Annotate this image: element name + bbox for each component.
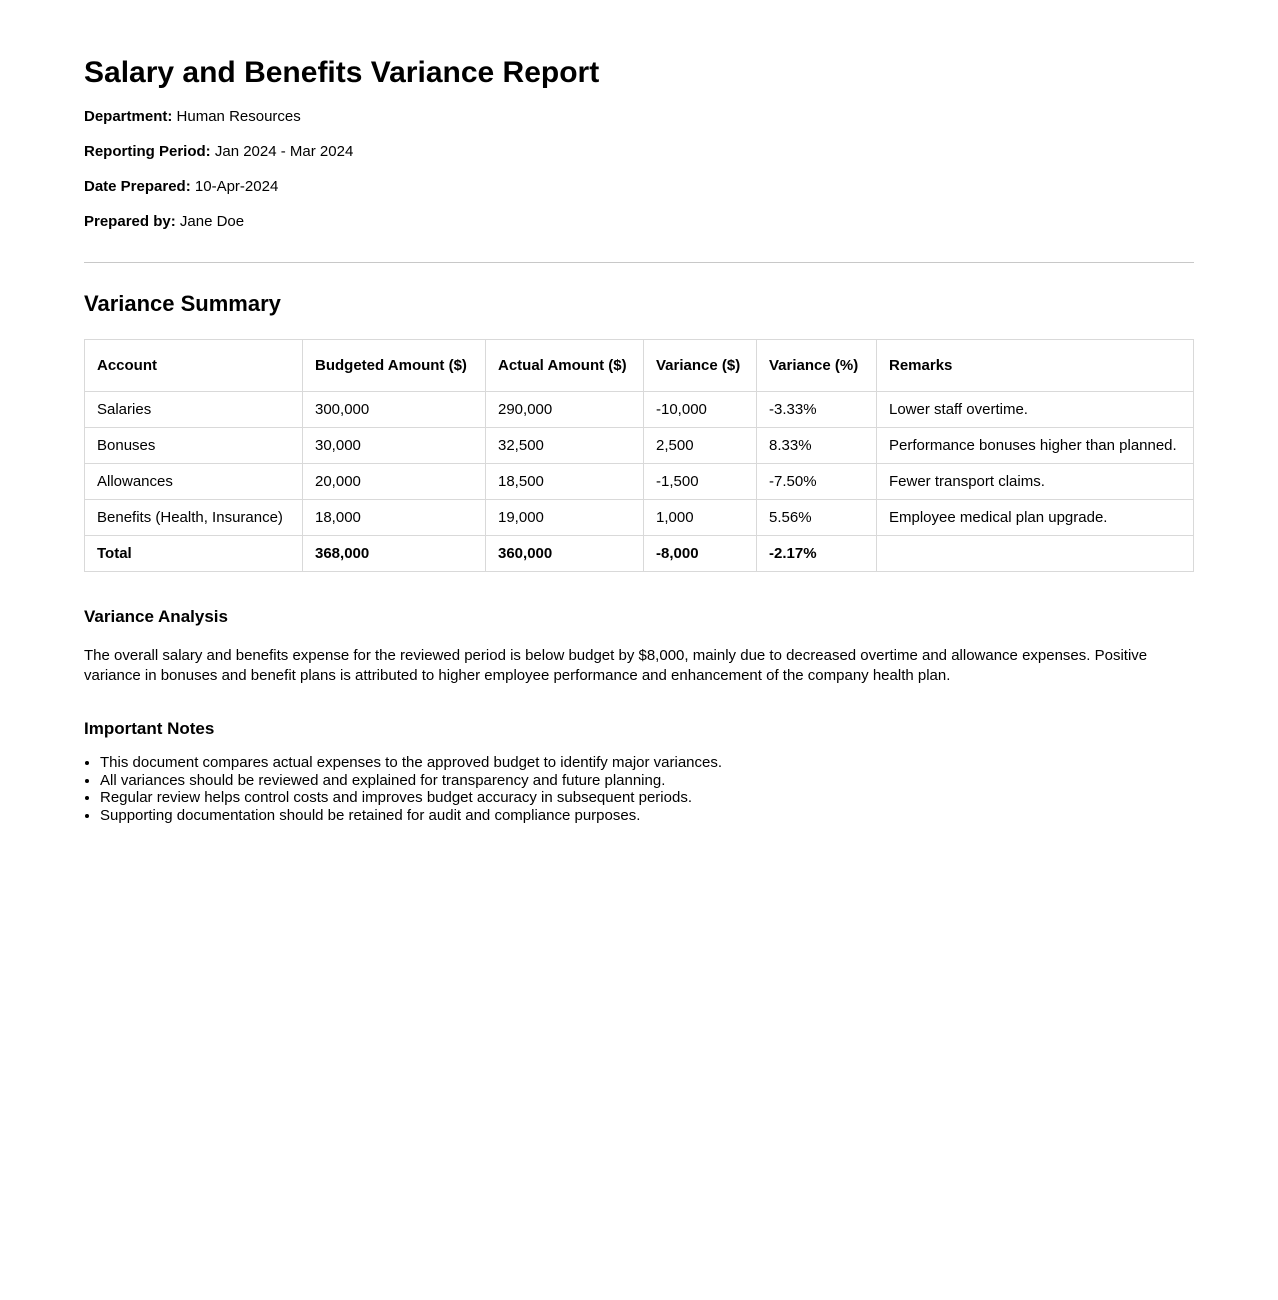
table-cell: 20,000 xyxy=(303,463,486,499)
meta-prepared-by xyxy=(84,212,1194,231)
table-cell: Bonuses xyxy=(85,427,303,463)
table-row-salaries xyxy=(85,391,1194,427)
table-cell: 18,500 xyxy=(486,463,644,499)
table-row-allowances xyxy=(85,463,1194,499)
important-notes-heading: Important Notes xyxy=(84,719,215,739)
note-item: • Regular review helps control costs and improves budget accuracy in subsequent periods. xyxy=(100,789,1194,807)
variance-analysis-heading: Variance Analysis xyxy=(84,606,228,626)
meta-department xyxy=(84,107,1194,126)
table-row-bonuses xyxy=(85,427,1194,463)
header-cell-variance-pct: Variance (%) xyxy=(757,339,877,391)
meta-date-prepared-value: 10-Apr-2024 xyxy=(194,177,279,195)
table-cell: Performance bonuses higher than planned. xyxy=(877,427,1194,463)
important-notes-list xyxy=(84,754,1194,824)
table-cell: 290,000 xyxy=(486,391,644,427)
meta-date-prepared xyxy=(84,177,1194,196)
table-cell: Benefits (Health, Insurance) xyxy=(85,499,303,535)
table-cell: -8,000 xyxy=(644,535,757,571)
table-cell: Employee medical plan upgrade. xyxy=(877,499,1194,535)
table-cell: 8.33% xyxy=(757,427,877,463)
table-cell: 360,000 xyxy=(486,535,644,571)
meta-reporting-period xyxy=(84,142,1194,161)
table-cell: Fewer transport claims. xyxy=(877,463,1194,499)
meta-date-prepared-label: Date Prepared: xyxy=(84,177,191,195)
table-cell: -10,000 xyxy=(644,391,757,427)
header-cell-variance-dollar: Variance ($) xyxy=(644,339,757,391)
table-cell: 19,000 xyxy=(486,499,644,535)
variance-summary-heading: Variance Summary xyxy=(84,290,281,316)
table-cell: 18,000 xyxy=(303,499,486,535)
meta-reporting-period-value: Jan 2024 - Mar 2024 xyxy=(214,142,354,160)
table-cell: 32,500 xyxy=(486,427,644,463)
table-cell: Allowances xyxy=(85,463,303,499)
table-cell: -2.17% xyxy=(757,535,877,571)
note-item: • This document compares actual expenses to the approved budget to identify major variances. xyxy=(100,754,1194,772)
table-cell: 30,000 xyxy=(303,427,486,463)
table-cell: 2,500 xyxy=(644,427,757,463)
table-cell: 368,000 xyxy=(303,535,486,571)
variance-summary-table xyxy=(84,339,1194,572)
variance-analysis-text: The overall salary and benefits expense for the reviewed period is below budget by $8,000, mainly due to decreased overtime and allowance expenses. Positive variance in bonuses and benefit plans is attributed to higher employee performance and enhancement of the company health plan. xyxy=(84,647,1148,685)
note-item: • Supporting documentation should be retained for audit and compliance purposes. xyxy=(100,807,1194,825)
note-item: • All variances should be reviewed and explained for transparency and future planning. xyxy=(100,772,1194,790)
table-cell: 300,000 xyxy=(303,391,486,427)
meta-department-value: Human Resources xyxy=(176,107,301,125)
table-cell: -3.33% xyxy=(757,391,877,427)
meta-prepared-by-value: Jane Doe xyxy=(179,212,245,230)
meta-department-label: Department: xyxy=(84,107,173,125)
header-cell-account: Account xyxy=(85,339,303,391)
header-cell-actual: Actual Amount ($) xyxy=(486,339,644,391)
table-header-row xyxy=(85,339,1194,391)
section-divider xyxy=(84,262,1194,263)
table-cell: 5.56% xyxy=(757,499,877,535)
header-cell-remarks: Remarks xyxy=(877,339,1194,391)
table-row-benefits xyxy=(85,499,1194,535)
table-cell: Total xyxy=(85,535,303,571)
table-cell: Lower staff overtime. xyxy=(877,391,1194,427)
meta-reporting-period-label: Reporting Period: xyxy=(84,142,211,160)
table-cell xyxy=(877,535,1194,571)
table-cell: 1,000 xyxy=(644,499,757,535)
page-title: Salary and Benefits Variance Report xyxy=(84,56,600,89)
table-cell: -7.50% xyxy=(757,463,877,499)
header-cell-budgeted: Budgeted Amount ($) xyxy=(303,339,486,391)
table-cell: -1,500 xyxy=(644,463,757,499)
table-cell: Salaries xyxy=(85,391,303,427)
table-row-total xyxy=(85,535,1194,571)
meta-prepared-by-label: Prepared by: xyxy=(84,212,176,230)
